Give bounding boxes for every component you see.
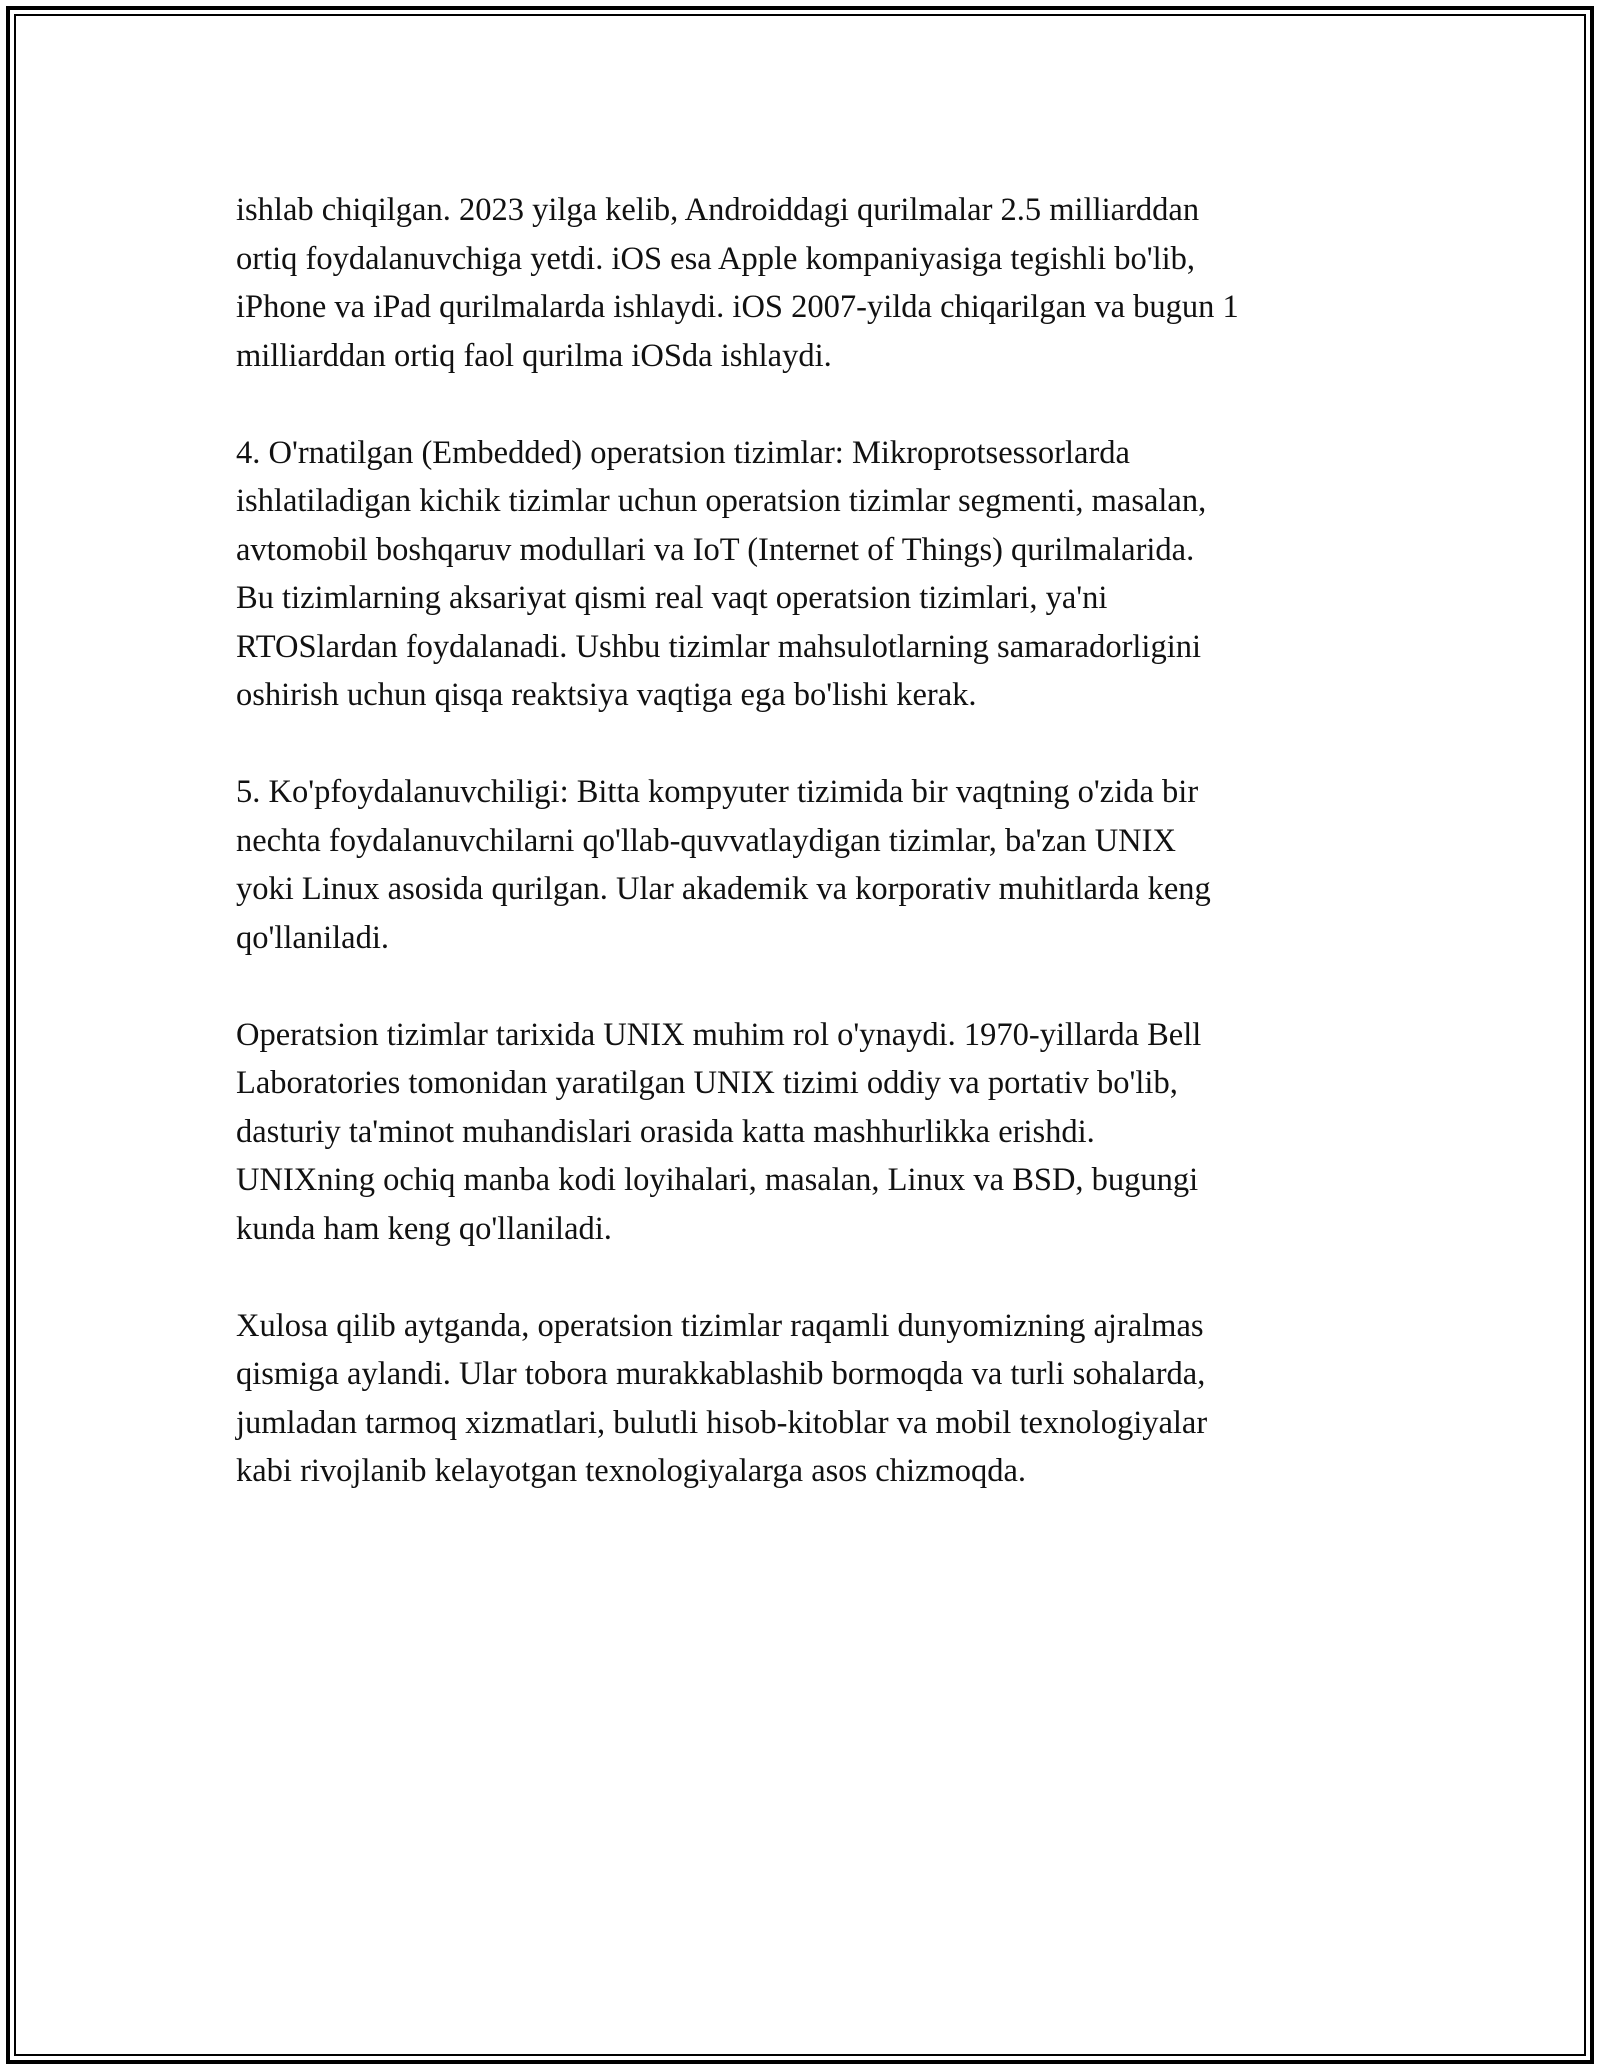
paragraph-unix-history: Operatsion tizimlar tarixida UNIX muhim rol o'ynaydi. 1970-yillarda Bell Laboratories tomonidan yaratilgan UNIX tizimi oddiy va portativ bo'lib, dasturiy ta'minot muhandislari orasida katta mashhurlikka erishdi. UNIXning ochiq manba kodi loyihalari, masalan, Linux va BSD, bugungi kunda ham keng qo'llaniladi.	[236, 1016, 1202, 1247]
paragraph-embedded-os: 4. O'rnatilgan (Embedded) operatsion tizimlar: Mikroprotsessorlarda ishlatiladigan kichik tizimlar uchun operatsion tizimlar segmenti, masalan, avtomobil boshqaruv modullari va IoT (Internet of Things) qurilmalarida. Bu tizimlarning aksariyat qismi real vaqt operatsion tizimlari, ya'ni RTOSlardan foydalanadi. Ushbu tizimlar mahsulotlarning samaradorligini oshirish uchun qisqa reaktsiya vaqtiga ega bo'lishi kerak.	[236, 434, 1207, 713]
paragraph-multiuser: 5. Ko'pfoydalanuvchiligi: Bitta kompyuter tizimida bir vaqtning o'zida bir nechta foydalanuvchilarni qo'llab-quvvatlaydigan tizimlar, ba'zan UNIX yoki Linux asosida qurilgan. Ular akademik va korporativ muhitlarda keng qo'llaniladi.	[236, 774, 1211, 956]
paragraph-conclusion: Xulosa qilib aytganda, operatsion tizimlar raqamli dunyomizning ajralmas qismiga aylandi. Ular tobora murakkablashib bormoqda va turli sohalarda, jumladan tarmoq xizmatlari, bulutli hisob-kitoblar va mobil texnologiyalar kabi rivojlanib kelayotgan texnologiyalarga asos chizmoqda.	[236, 1307, 1208, 1489]
document-body	[236, 186, 1386, 1544]
paragraph-android-ios: ishlab chiqilgan. 2023 yilga kelib, Androiddagi qurilmalar 2.5 milliarddan ortiq foydalanuvchiga yetdi. iOS esa Apple kompaniyasiga tegishli bo'lib, iPhone va iPad qurilmalarda ishlaydi. iOS 2007-yilda chiqarilgan va bugun 1 milliarddan ortiq faol qurilma iOSda ishlaydi.	[236, 192, 1239, 374]
